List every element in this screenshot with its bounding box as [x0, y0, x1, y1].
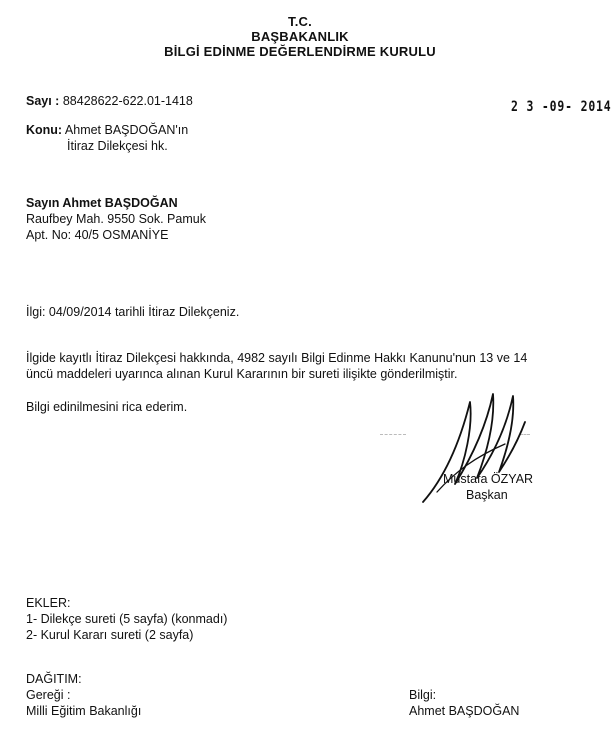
distribution-gereği-label: Gereği : — [26, 688, 71, 702]
reference-line — [26, 94, 193, 108]
header-board: BİLGİ EDİNME DEĞERLENDİRME KURULU — [164, 44, 436, 59]
body-line2: üncü maddeleri uyarınca alınan Kurul Kararının bir sureti ilişikte gönderilmiştir. — [26, 367, 458, 381]
signatory-name: Mustafa ÖZYAR — [443, 472, 534, 486]
signatory-title: Başkan — [466, 488, 508, 502]
recipient-address2: Apt. No: 40/5 OSMANİYE — [26, 228, 169, 242]
distribution-bilgi-value: Ahmet BAŞDOĞAN — [409, 704, 520, 718]
subject-line1: Ahmet BAŞDOĞAN'ın — [64, 123, 189, 137]
distribution-label: DAĞITIM: — [26, 672, 82, 686]
attachments-label: EKLER: — [26, 596, 71, 610]
distribution-gereği-value: Milli Eğitim Bakanlığı — [26, 704, 142, 718]
attachment-item: 2- Kurul Kararı sureti (2 sayfa) — [26, 628, 194, 642]
body-line3: Bilgi edinilmesini rica ederim. — [26, 400, 188, 414]
body-line1: İlgide kayıtlı İtiraz Dilekçesi hakkında, 4982 sayılı Bilgi Edinme Hakkı Kanunu'nun 13 ve 14 — [26, 351, 528, 365]
subject-line2: İtiraz Dilekçesi hk. — [67, 139, 168, 153]
ilgi-line: İlgi: 04/09/2014 tarihli İtiraz Dilekçeniz. — [26, 305, 240, 319]
distribution-bilgi-label: Bilgi: — [409, 688, 437, 702]
header-institution: BAŞBAKANLIK — [251, 29, 349, 44]
subject-label: Konu: — [26, 123, 63, 137]
date-stamp: 2 3 -09- 2014 — [511, 99, 612, 115]
reference-number: 88428622-622.01-1418 — [62, 94, 193, 108]
recipient-address1: Raufbey Mah. 9550 Sok. Pamuk — [26, 212, 206, 226]
subject-line — [26, 123, 188, 137]
scan-mark — [380, 434, 406, 435]
recipient-name: Sayın Ahmet BAŞDOĞAN — [26, 196, 178, 210]
attachment-item: 1- Dilekçe sureti (5 sayfa) (konmadı) — [26, 612, 228, 626]
header-tc: T.C. — [288, 14, 312, 29]
reference-label: Sayı : — [26, 94, 60, 108]
